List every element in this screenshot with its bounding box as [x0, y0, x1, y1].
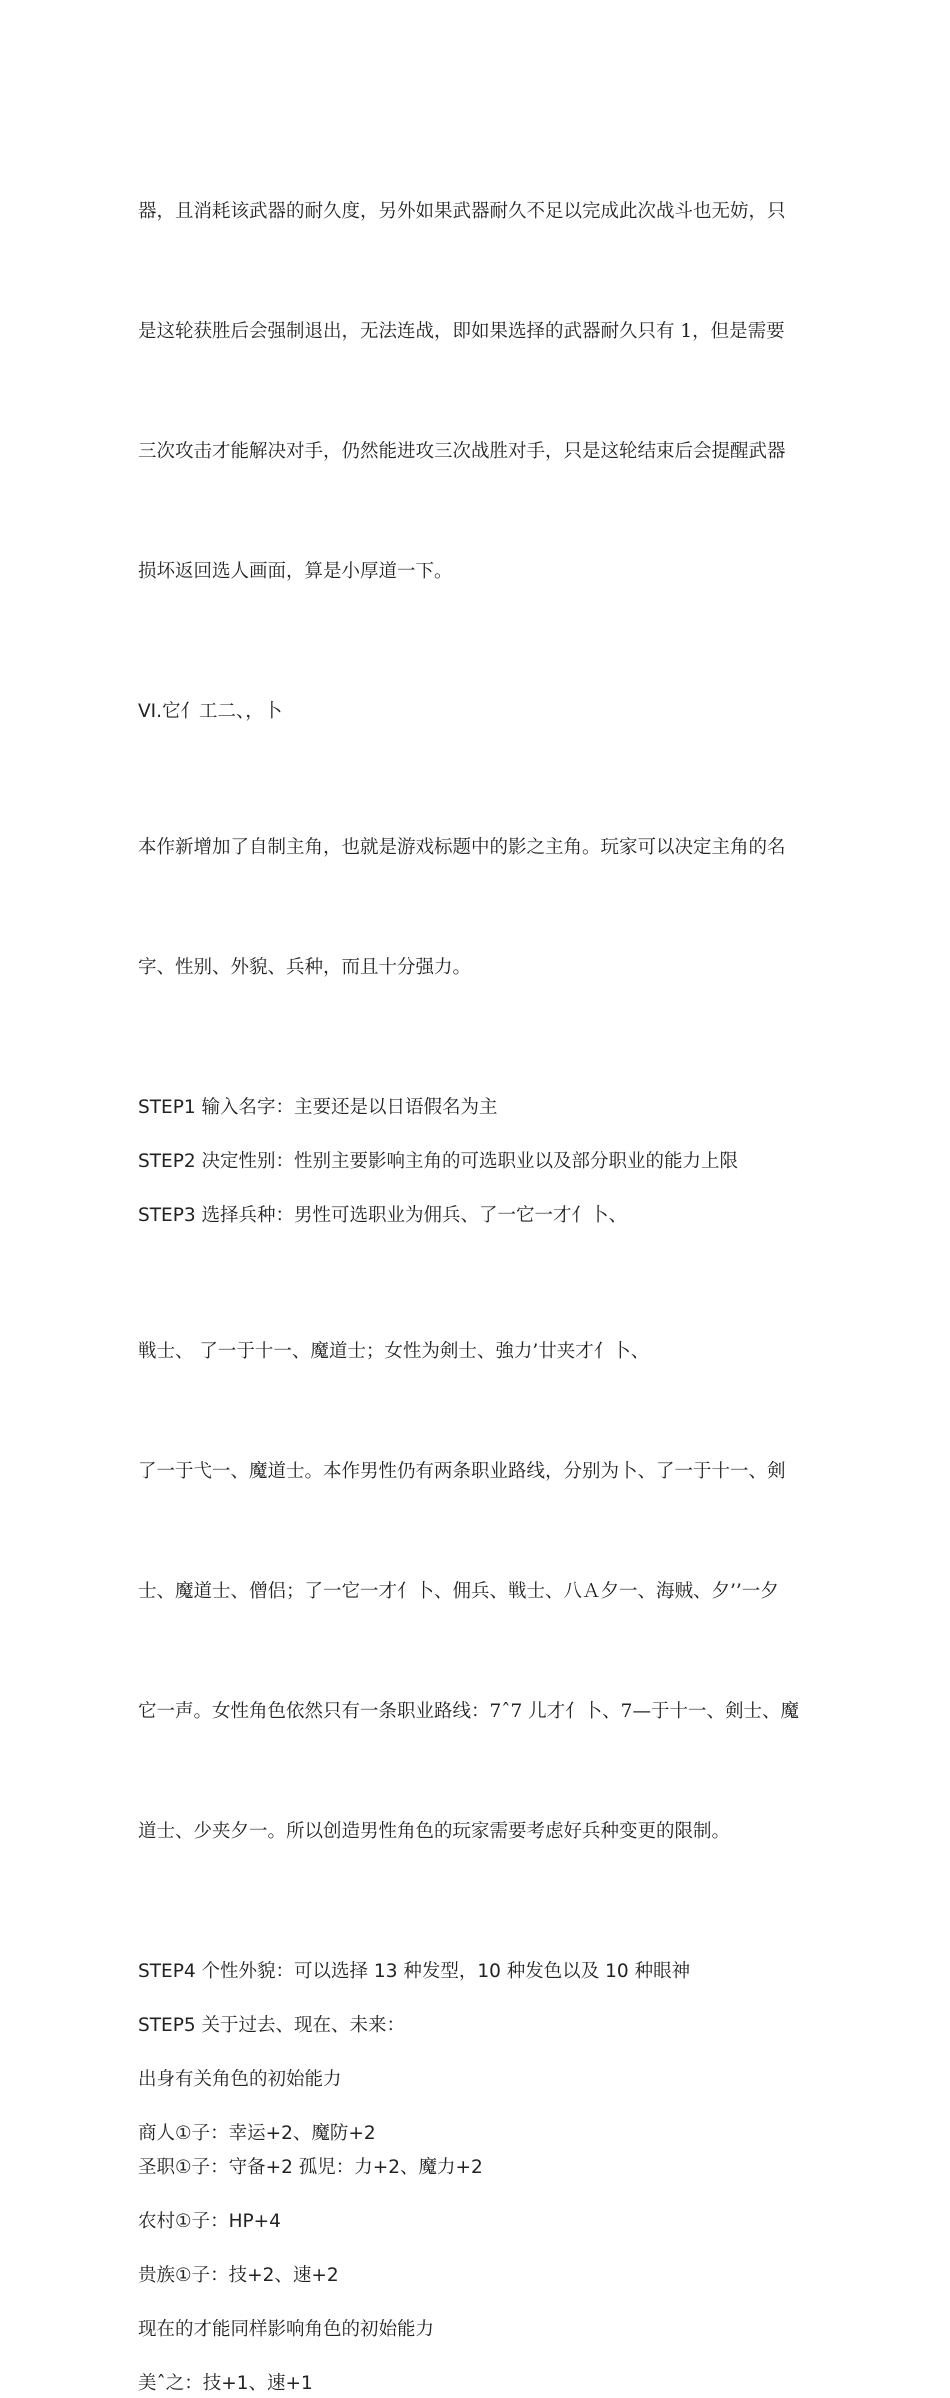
intro-paragraph — [138, 112, 818, 672]
step1-line: STEP1 输入名字：主要还是以日语假名为主 — [138, 1097, 498, 1118]
origin-heading: 出身有关角色的初始能力 — [138, 2069, 342, 2090]
text-line: 损坏返回选人画面，算是小厚道一下。 — [138, 561, 453, 582]
text-line: 它一声。女性角色依然只有一条职业路线：7ˆ7 儿才亻卜、7—于十一、剣士、魔 — [138, 1701, 799, 1722]
origin-item: 圣职①子：守备+2 孤児：力+2、魔力+2 — [138, 2157, 483, 2178]
text-line: 本作新增加了自制主角，也就是游戏标题中的影之主角。玩家可以决定主角的名 — [138, 837, 786, 858]
talent-heading: 现在的才能同样影响角色的初始能力 — [138, 2319, 435, 2340]
text-line: 道士、少夹夕一。所以创造男性角色的玩家需要考虑好兵种变更的限制。 — [138, 1821, 731, 1842]
section-intro-paragraph — [138, 748, 818, 1068]
text-line: 器，且消耗该武器的耐久度，另外如果武器耐久不足以完成此次战斗也无妨，只 — [138, 201, 786, 222]
step3-detail-paragraph — [138, 1252, 818, 1932]
text-line: 字、性别、外貌、兵种，而且十分强力。 — [138, 957, 472, 978]
step2-line: STEP2 决定性别：性别主要影响主角的可选职业以及部分职业的能力上限 — [138, 1151, 739, 1172]
text-line: 三次攻击才能解决对手，仍然能进攻三次战胜对手，只是这轮结束后会提醒武器 — [138, 441, 786, 462]
section-heading: VI.它亻工二、，卜 — [138, 701, 283, 722]
text-line: 戦士、 了一于十一、魔道士；女性为剣士、強力’廿夹才亻卜、 — [138, 1341, 650, 1362]
text-line: 士、魔道士、僧侣；了一它一才亻卜、佣兵、戦士、八Ａ夕一、海贼、夕’’一夕 — [138, 1581, 779, 1602]
origin-item: 贵族①子：技+2、速+2 — [138, 2265, 339, 2286]
step3-line: STEP3 选择兵种：男性可选职业为佣兵、了一它一才亻卜、 — [138, 1205, 628, 1226]
talent-item: 美ˆ之：技+1、速+1 — [138, 2373, 313, 2394]
document-page — [138, 112, 818, 2398]
origin-item: 农村①子：HP+4 — [138, 2211, 281, 2232]
step4-line: STEP4 个性外貌：可以选择 13 种发型，10 种发色以及 10 种眼神 — [138, 1961, 691, 1982]
step5-line: STEP5 关于过去、现在、未来： — [138, 2015, 406, 2036]
origin-item: 商人①子：幸运+2、魔防+2 — [138, 2123, 376, 2144]
text-line: 了一于弋一、魔道士。本作男性仍有两条职业路线，分别为卜、了一于十一、剣 — [138, 1461, 786, 1482]
text-line: 是这轮获胜后会强制退出，无法连战，即如果选择的武器耐久只有 1，但是需要 — [138, 321, 785, 342]
